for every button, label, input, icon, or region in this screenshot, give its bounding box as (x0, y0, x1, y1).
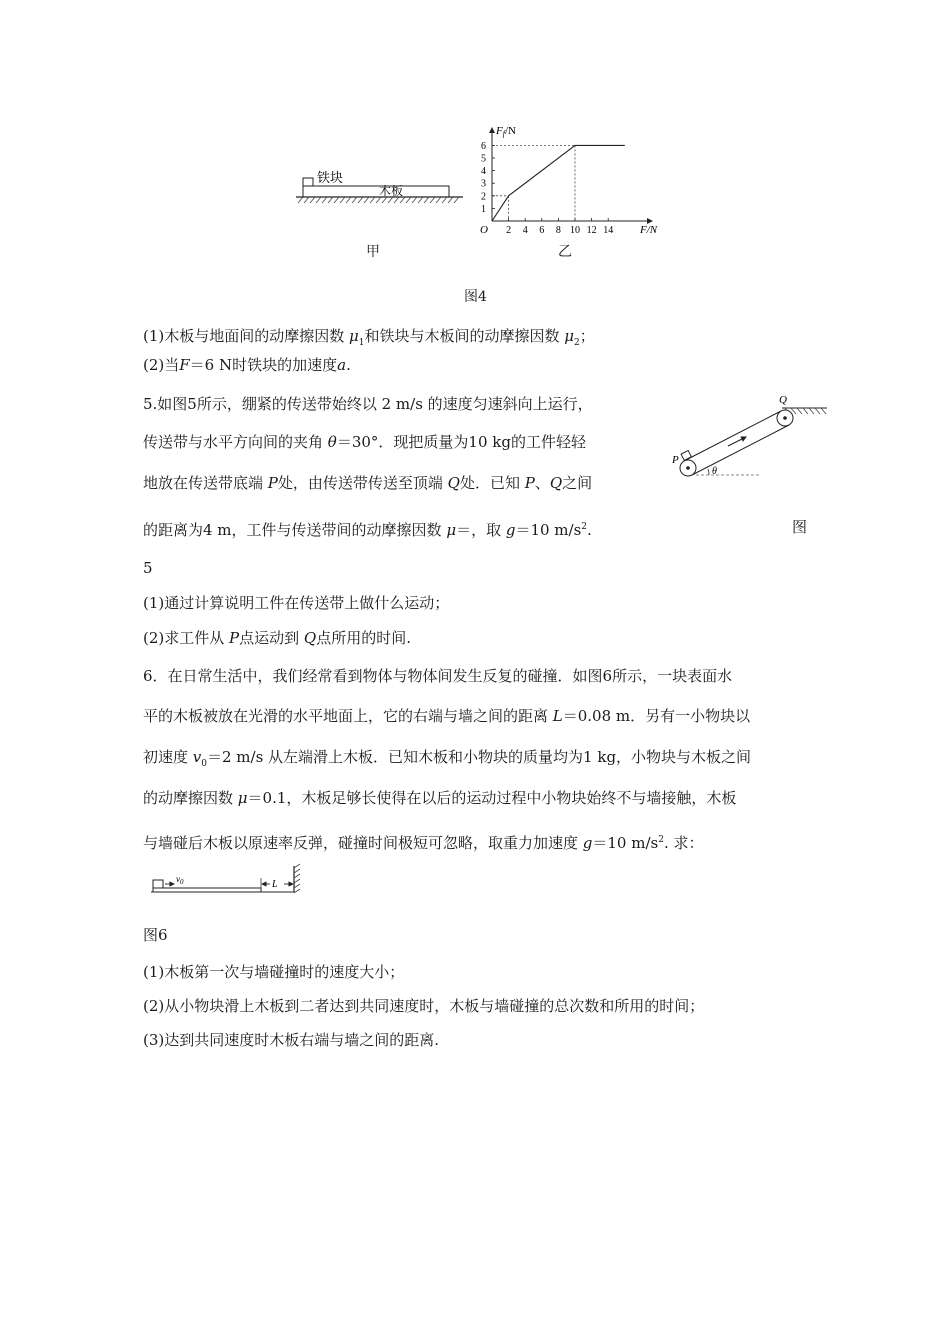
workpiece (681, 451, 691, 461)
q5-figure-number: 5 (143, 559, 153, 577)
y-tick-label-6: 6 (481, 140, 486, 152)
label-v0: $v_0$ (176, 874, 184, 886)
iron-block-label: 铁块 (317, 170, 344, 185)
label-q: Q (779, 394, 787, 406)
q6-line5: 与墙碰后木板以原速率反弹，碰撞时间极短可忽略，取重力加速度 g＝10 $m/s^2$. 求： (143, 834, 704, 852)
belt-top (684, 411, 781, 461)
q6-line4: 的动摩擦因数 μ＝0.1，木板足够长使得在以后的运动过程中小物块始终不与墙接触，木板 (143, 789, 737, 807)
q5-sub2: (2)求工件从 P点运动到 Q点所用的时间. (143, 629, 411, 647)
q5-line2: 传送带与水平方向间的夹角 θ＝30°．现把质量为10 kg的工件轻轻 (143, 433, 586, 451)
origin-label: O (480, 224, 488, 236)
x-tick-label-2: 2 (506, 225, 512, 236)
x-axis-label: F/N (640, 224, 658, 236)
figure-4-chart (470, 122, 660, 240)
belt-bottom (692, 425, 789, 475)
figure-6-board-wall (148, 862, 308, 902)
q4-sub2: (2)当F＝6 N时铁块的加速度a. (143, 356, 351, 374)
y-tick-label-5: 5 (481, 153, 486, 165)
motion-arrow-icon (728, 437, 746, 446)
iron-block (303, 178, 313, 186)
x-tick-label-12: 12 (586, 225, 597, 236)
q4-sub1: (1)木板与地面间的动摩擦因数 $\mu_1$和铁块与木板间的动摩擦因数 $\mu_2$； (143, 327, 595, 348)
label-p: P (672, 454, 679, 466)
series-line-ff (492, 145, 625, 221)
y-tick-label-4: 4 (481, 166, 486, 178)
q5-line4: 的距离为4 m，工件与传送带间的动摩擦因数 μ＝，取 g＝10 $m/s^2$. (143, 521, 592, 539)
q6-sub1: (1)木板第一次与墙碰撞时的速度大小； (143, 963, 405, 981)
q6-sub3: (3)达到共同速度时木板右端与墙之间的距离. (143, 1031, 440, 1049)
x-tick-label-4: 4 (522, 225, 528, 236)
q5-figure-word: 图 (792, 518, 808, 536)
figure-4-caption: 图4 (464, 289, 487, 305)
q6-figure-caption: 图6 (143, 926, 168, 944)
q6-line2: 平的木板被放在光滑的水平地面上，它的右端与墙之间的距离 L＝0.08 m．另有一小物块以 (143, 707, 751, 725)
y-tick-label-3: 3 (481, 178, 486, 190)
wooden-board-label: 木板 (379, 184, 404, 198)
x-tick-label-6: 6 (539, 225, 545, 236)
wooden-board (303, 186, 449, 197)
q5-line3: 地放在传送带底端 P处，由传送带传送至顶端 Q处．已知 P、Q之间 (143, 474, 593, 492)
small-block (153, 880, 163, 888)
q6-line3: 初速度 $v_0=2$ m/s 从左端滑上木板．已知木板和小物块的质量均为1 kg，小物块与木板之间 (143, 748, 752, 769)
label-theta: θ (712, 466, 717, 477)
figure-4-board-diagram (293, 160, 465, 212)
q6-sub2: (2)从小物块滑上木板到二者达到共同速度时，木板与墙碰撞的总次数和所用的时间； (143, 997, 705, 1015)
x-tick-label-8: 8 (555, 225, 561, 236)
y-tick-label-1: 1 (481, 203, 486, 215)
q6-line1: 6．在日常生活中，我们经常看到物体与物体间发生反复的碰撞．如图6所示，一块表面水 (143, 667, 733, 685)
figure-4-right-caption: 乙 (558, 244, 572, 260)
board (153, 888, 261, 892)
x-tick-label-14: 14 (603, 225, 614, 236)
figure-5-conveyor (672, 390, 830, 485)
label-l: L (272, 879, 278, 890)
q5-line1: 5.如图5所示，绷紧的传送带始终以 2 m/s 的速度匀速斜向上运行， (143, 395, 593, 413)
figure-4-left-caption: 甲 (366, 244, 380, 260)
y-tick-label-2: 2 (481, 191, 486, 203)
q5-sub1: (1)通过计算说明工件在传送带上做什么运动； (143, 594, 450, 612)
x-tick-label-10: 10 (570, 225, 580, 236)
y-axis-label: Ff/N (496, 125, 516, 138)
